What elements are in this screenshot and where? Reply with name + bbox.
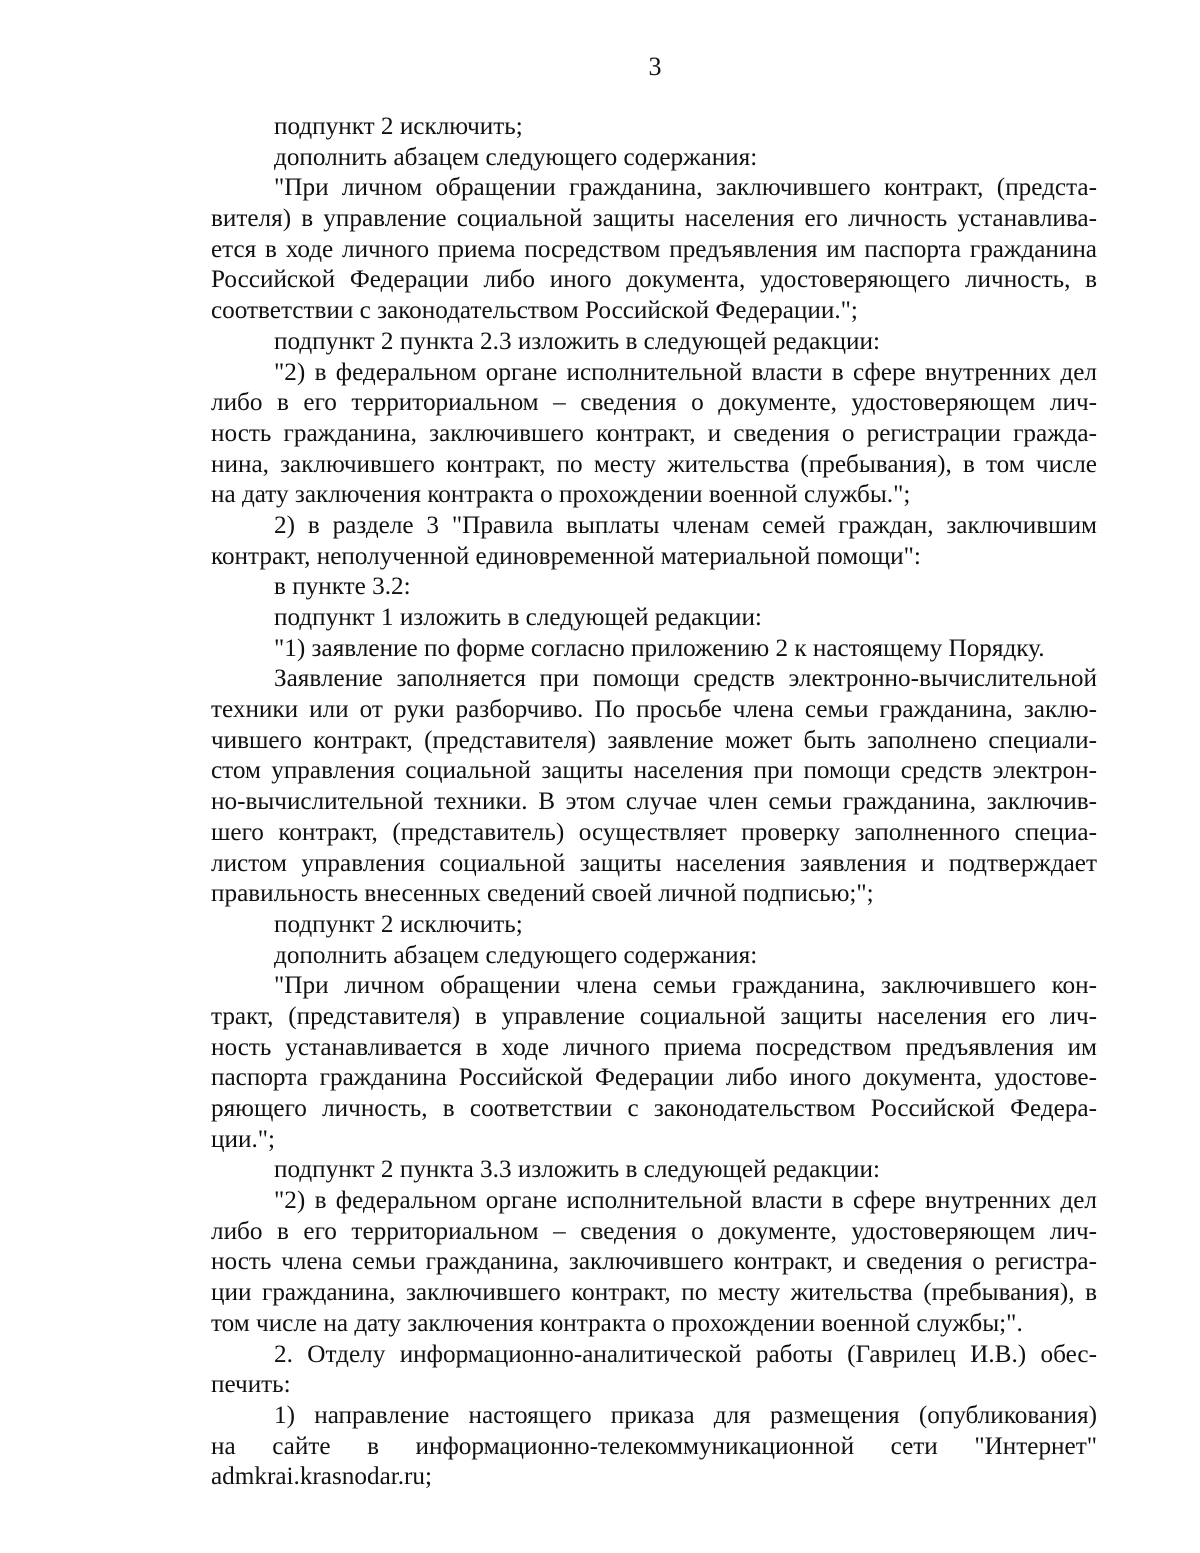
text-line: но-вычислительной техники. В этом случае член семьи гражданина, заключив- [211, 788, 1097, 816]
text-line: подпункт 2 пункта 2.3 изложить в следующей редакции: [274, 327, 880, 355]
text-line: 2) в разделе 3 "Правила выплаты членам семей граждан, заключившим [274, 511, 1097, 539]
text-line: ции гражданина, заключившего контракт, по месту жительства (пребывания), в [211, 1279, 1097, 1307]
text-line: admkrai.krasnodar.ru; [211, 1463, 433, 1491]
text-line: либо в его территориальном – сведения о документе, удостоверяющем лич- [211, 1217, 1097, 1245]
text-line: "2) в федеральном органе исполнительной власти в сфере внутренних дел [274, 358, 1097, 386]
text-line: стом управления социальной защиты населения при помощи средств электрон- [211, 757, 1097, 785]
text-line: соответствии с законодательством Российской Федерации."; [211, 297, 858, 325]
text-line: печить: [211, 1371, 291, 1399]
text-line: том числе на дату заключения контракта о прохождении военной службы;". [211, 1309, 1023, 1337]
text-line: ность члена семьи гражданина, заключившего контракт, и сведения о регистра- [211, 1248, 1097, 1276]
text-line: Заявление заполняется при помощи средств электронно-вычислительной [274, 665, 1097, 693]
text-line: контракт, неполученной единовременной материальной помощи": [211, 542, 921, 570]
text-line: правильность внесенных сведений своей личной подписью;"; [211, 880, 874, 908]
text-line: ется в ходе личного приема посредством предъявления им паспорта гражданина [211, 235, 1097, 263]
text-line: подпункт 2 исключить; [274, 113, 523, 140]
text-line: ции."; [211, 1125, 276, 1153]
text-line: на сайте в информационно-телекоммуникационной сети "Интернет" [211, 1432, 1097, 1460]
text-line: "2) в федеральном органе исполнительной власти в сфере внутренних дел [274, 1187, 1097, 1215]
text-line: 1) направление настоящего приказа для размещения (опубликования) [274, 1401, 1097, 1429]
text-line: подпункт 1 изложить в следующей редакции: [274, 604, 762, 631]
text-line: техники или от руки разборчиво. По просьбе члена семьи гражданина, заклю- [211, 696, 1097, 724]
text-line: "При личном обращении члена семьи гражданина, заключившего кон- [274, 972, 1097, 1000]
text-line: тракт, (представителя) в управление социальной защиты населения его лич- [211, 1002, 1097, 1030]
text-line: чившего контракт, (представителя) заявление может быть заполнено специали- [211, 726, 1097, 754]
text-line: либо в его территориальном – сведения о документе, удостоверяющем лич- [211, 389, 1097, 417]
text-line: вителя) в управление социальной защиты населения его личность устанавлива- [211, 205, 1097, 233]
text-line: дополнить абзацем следующего содержания: [274, 941, 758, 969]
text-line: дополнить абзацем следующего содержания: [274, 143, 758, 171]
text-line: ность устанавливается в ходе личного приема посредством предъявления им [211, 1033, 1097, 1061]
text-line: в пункте 3.2: [274, 573, 411, 601]
text-line: подпункт 2 пункта 3.3 изложить в следующей редакции: [274, 1156, 880, 1184]
text-line: подпункт 2 исключить; [274, 910, 523, 938]
text-line: "1) заявление по форме согласно приложению 2 к настоящему Порядку. [274, 634, 1045, 662]
text-line: "При личном обращении гражданина, заключившего контракт, (предста- [274, 174, 1097, 202]
text-line: ряющего личность, в соответствии с законодательством Российской Федера- [211, 1095, 1097, 1122]
text-line: Российской Федерации либо иного документа, удостоверяющего личность, в [211, 266, 1097, 294]
text-line: паспорта гражданина Российской Федерации либо иного документа, удостове- [211, 1064, 1097, 1092]
document-body [211, 112, 1097, 1493]
text-line: ность гражданина, заключившего контракт, и сведения о регистрации гражда- [211, 419, 1097, 447]
text-line: на дату заключения контракта о прохождении военной службы."; [211, 481, 911, 509]
text-line: листом управления социальной защиты населения заявления и подтверждает [211, 849, 1097, 877]
text-line: шего контракт, (представитель) осуществляет проверку заполненного специа- [211, 818, 1097, 846]
text-line: нина, заключившего контракт, по месту жительства (пребывания), в том числе [211, 450, 1097, 478]
text-line: 2. Отделу информационно-аналитической работы (Гаврилец И.В.) обес- [274, 1340, 1097, 1368]
page-number: 3 [648, 52, 662, 81]
